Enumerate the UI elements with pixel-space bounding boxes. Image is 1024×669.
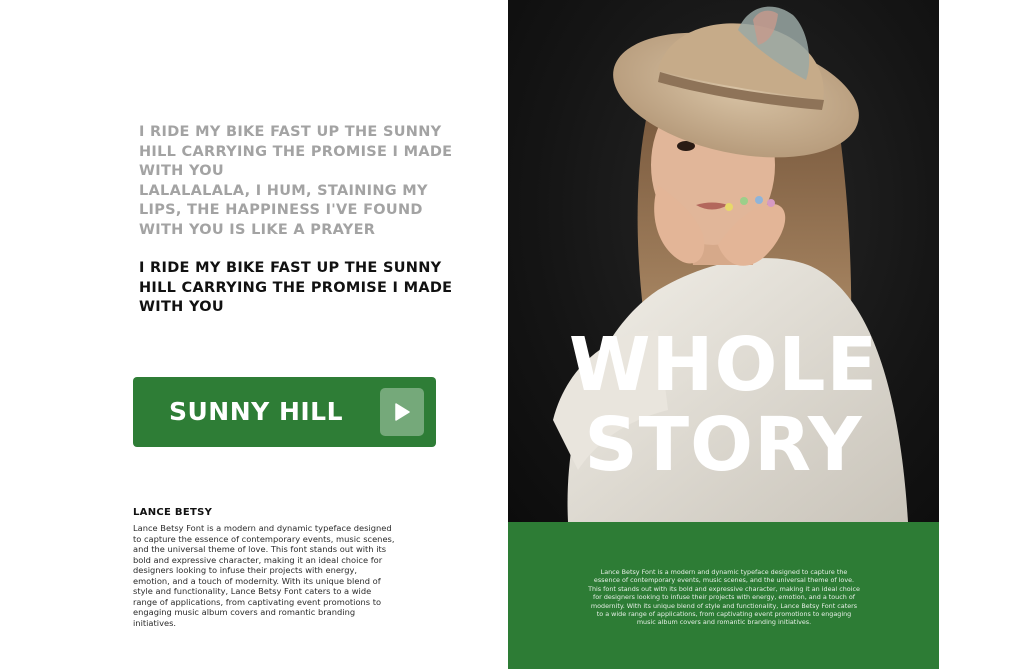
right-margin — [939, 0, 1024, 669]
portrait-photo — [508, 0, 939, 522]
headline-line-2: STORY — [584, 402, 863, 488]
sunny-hill-button-label: SUNNY HILL — [169, 397, 344, 426]
green-info-panel — [508, 522, 939, 669]
panel-description: Lance Betsy Font is a modern and dynamic typeface designed to capture the essence of contemporary events, music scenes, and the universal theme of love. This font stands out with its bold and expressive character, making it an ideal choice for designers looking to infuse their projects with energy, emotion, and a touch of modernity. With its unique blend of style and functionality, Lance Betsy Font caters to a wide range of applications, from captivating event promotions to engaging music album covers and romantic branding initiatives. — [588, 568, 860, 627]
about-title: LANCE BETSY — [133, 507, 213, 518]
poster — [508, 0, 939, 669]
headline-line-1: WHOLE — [568, 322, 879, 408]
play-icon[interactable] — [380, 388, 424, 436]
lyrics-gray-sample: I RIDE MY BIKE FAST UP THE SUNNY HILL CARRYING THE PROMISE I MADE WITH YOU LALALALALA, I HUM, STAINING MY LIPS, THE HAPPINESS I'VE FOUND WITH YOU IS LIKE A PRAYER — [139, 124, 453, 238]
sunny-hill-button[interactable] — [133, 377, 436, 447]
lyrics-black-sample: I RIDE MY BIKE FAST UP THE SUNNY HILL CARRYING THE PROMISE I MADE WITH YOU — [139, 260, 453, 315]
poster-headline — [508, 322, 939, 488]
left-panel — [0, 0, 508, 669]
about-description: Lance Betsy Font is a modern and dynamic typeface designed to capture the essence of contemporary events, music scenes, and the universal theme of love. This font stands out with its bold and expressive character, making it an ideal choice for designers looking to infuse their projects with energy, emotion, and a touch of modernity. With its unique blend of style and functionality, Lance Betsy Font caters to a wide range of applications, from captivating event promotions to engaging music album covers and romantic branding initiatives. — [133, 523, 395, 628]
